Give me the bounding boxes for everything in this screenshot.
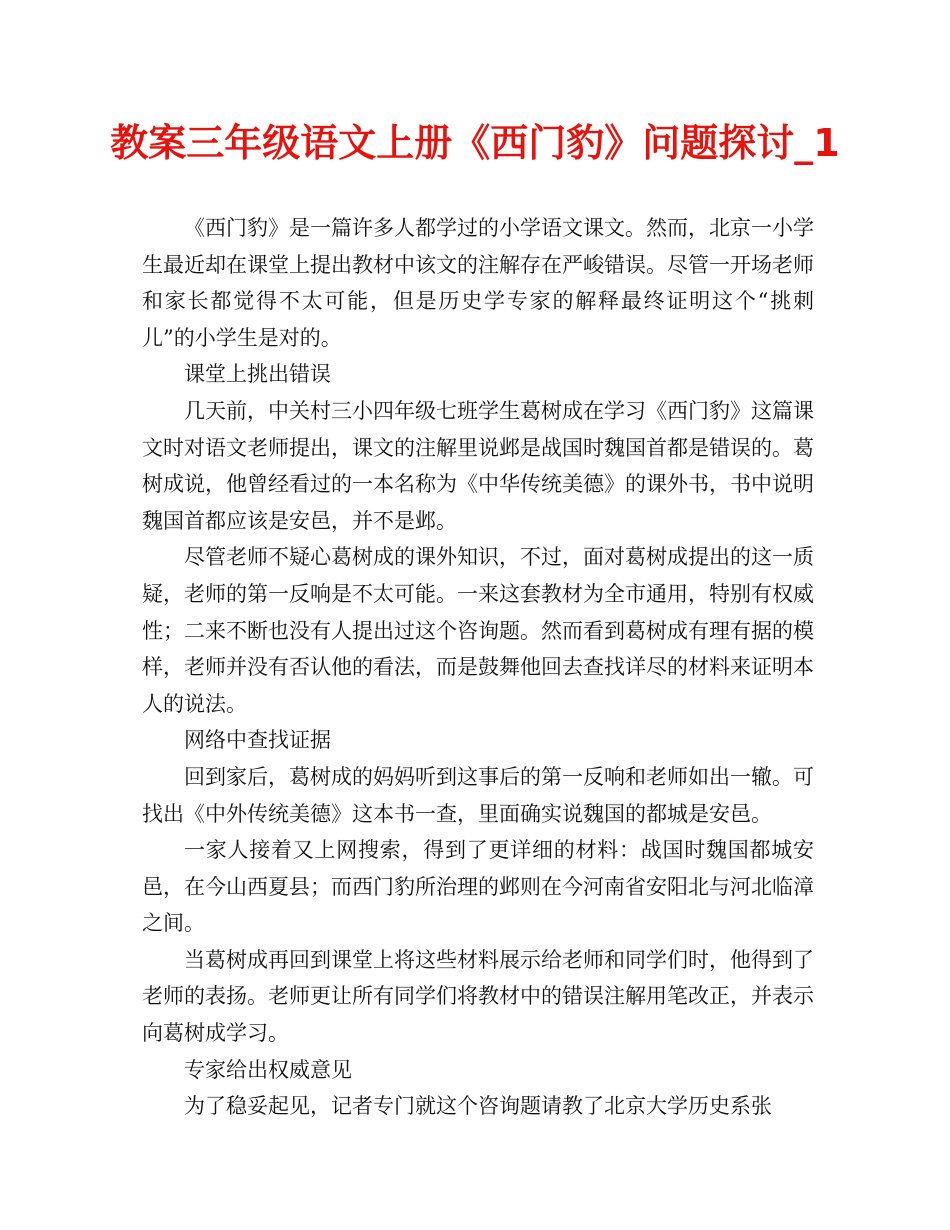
document-body [142, 210, 814, 1125]
document-title: 教案三年级语文上册《西门豹》问题探讨_1 [110, 121, 840, 165]
body-paragraph: 尽管老师不疑心葛树成的课外知识，不过，面对葛树成提出的这一质疑，老师的第一反响是不太可能。一来这套教材为全市通用，特别有权威性；二来不断也没有人提出过这个咨询题。然而看到葛树成有理有据的模样，老师并没有否认他的看法，而是鼓舞他回去查找详尽的材料来证明本人的说法。 [142, 545, 814, 716]
body-paragraph: 《西门豹》是一篇许多人都学过的小学语文课文。然而，北京一小学生最近却在课堂上提出教材中该文的注解存在严峻错误。尽管一开场老师和家长都觉得不太可能，但是历史学专家的解释最终证明这个“挑刺儿”的小学生是对的。 [142, 216, 814, 350]
body-paragraph: 当葛树成再回到课堂上将这些材料展示给老师和同学们时，他得到了老师的表扬。老师更让所有同学们将教材中的错误注解用笔改正，并表示向葛树成学习。 [142, 947, 814, 1046]
section-heading: 课堂上挑出错误 [184, 362, 331, 387]
section-heading: 网络中查找证据 [184, 728, 331, 753]
body-paragraph: 为了稳妥起见，记者专门就这个咨询题请教了北京大学历史系张 [184, 1094, 772, 1119]
body-paragraph: 一家人接着又上网搜索，得到了更详细的材料：战国时魏国都城安邑，在今山西夏县；而西门豹所治理的邺则在今河南省安阳北与河北临漳之间。 [142, 838, 814, 936]
body-paragraph: 回到家后，葛树成的妈妈听到这事后的第一反响和老师如出一辙。可找出《中外传统美德》这本书一查，里面确实说魏国的都城是安邑。 [142, 764, 814, 826]
section-heading: 专家给出权威意见 [184, 1057, 352, 1082]
body-paragraph: 几天前，中关村三小四年级七班学生葛树成在学习《西门豹》这篇课文时对语文老师提出，课文的注解里说邺是战国时魏国首都是错误的。葛树成说，他曾经看过的一本名称为《中华传统美德》的课外书，书中说明魏国首都应该是安邑，并不是邺。 [142, 398, 814, 533]
